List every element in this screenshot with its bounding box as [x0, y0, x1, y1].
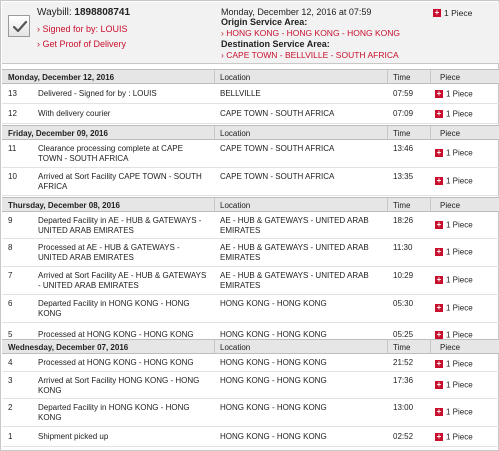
- column-piece: Piece: [440, 343, 461, 352]
- column-time: Time: [393, 129, 411, 138]
- event-row-4: [2, 354, 499, 372]
- destination-value: [221, 50, 399, 60]
- header-piece-label: 1 Piece: [444, 7, 473, 18]
- event-num: 1: [8, 432, 13, 441]
- event-num: 8: [8, 243, 13, 252]
- event-location: CAPE TOWN - SOUTH AFRICA: [220, 172, 335, 181]
- plus-box-icon[interactable]: +: [436, 302, 442, 312]
- event-piece[interactable]: [435, 359, 473, 368]
- day-date: Thursday, December 08, 2016: [8, 201, 120, 210]
- event-piece[interactable]: [435, 148, 473, 157]
- delivered-date: Monday, December 12, 2016 at 07:59: [221, 7, 372, 17]
- day-group-dec-07: [2, 339, 499, 447]
- origin-value: [221, 28, 400, 38]
- event-row-13: [2, 84, 499, 104]
- event-row-8: [2, 239, 499, 267]
- day-header: [2, 339, 499, 354]
- event-time: 21:52: [393, 358, 414, 367]
- event-piece-label: 1 Piece: [446, 275, 473, 285]
- event-location: HONG KONG - HONG KONG: [220, 376, 327, 385]
- event-piece-label: 1 Piece: [446, 220, 473, 230]
- event-desc: Arrived at Sort Facility CAPE TOWN - SOUTH AFRICA: [38, 172, 202, 191]
- checkmark-icon: [12, 19, 28, 35]
- event-time: 07:09: [393, 109, 414, 118]
- event-time: 02:52: [393, 432, 414, 441]
- event-num: 10: [8, 172, 17, 181]
- plus-box-icon[interactable]: +: [436, 358, 442, 368]
- event-piece[interactable]: [435, 220, 473, 229]
- column-location: Location: [220, 343, 251, 352]
- event-piece[interactable]: [435, 176, 473, 185]
- event-desc: Departed Facility in AE - HUB & GATEWAYS - UNITED ARAB EMIRATES: [38, 216, 202, 235]
- plus-box-icon[interactable]: +: [436, 329, 442, 339]
- day-group-dec-09: [2, 125, 499, 196]
- plus-box-icon[interactable]: +: [436, 379, 442, 389]
- event-piece[interactable]: [435, 247, 473, 256]
- event-piece[interactable]: [435, 380, 473, 389]
- event-location: AE - HUB & GATEWAYS - UNITED ARAB EMIRATES: [220, 216, 369, 235]
- event-row-3: [2, 372, 499, 399]
- event-piece[interactable]: [435, 109, 473, 118]
- event-row-12: [2, 104, 499, 124]
- day-header: [2, 69, 499, 84]
- plus-box-icon[interactable]: +: [436, 147, 442, 157]
- event-row-6: [2, 295, 499, 323]
- event-piece-label: 1 Piece: [446, 380, 473, 390]
- event-piece-label: 1 Piece: [446, 407, 473, 417]
- event-location: AE - HUB & GATEWAYS - UNITED ARAB EMIRATES: [220, 271, 369, 290]
- event-row-11: [2, 140, 499, 168]
- column-piece: Piece: [440, 129, 461, 138]
- event-piece[interactable]: [435, 89, 473, 98]
- event-piece[interactable]: [435, 303, 473, 312]
- event-desc: Processed at HONG KONG - HONG KONG: [38, 358, 194, 367]
- event-piece[interactable]: [435, 432, 473, 441]
- signed-for-label: Signed for by: LOUIS: [42, 24, 128, 34]
- event-location: HONG KONG - HONG KONG: [220, 432, 327, 441]
- day-date: Monday, December 12, 2016: [8, 73, 115, 82]
- destination-label: Destination Service Area:: [221, 39, 330, 49]
- event-row-9: [2, 212, 499, 239]
- event-row-7: [2, 267, 499, 295]
- event-num: 6: [8, 299, 13, 308]
- signed-for-text: [37, 24, 128, 34]
- event-time: 13:00: [393, 403, 414, 412]
- column-location: Location: [220, 201, 251, 210]
- column-location: Location: [220, 73, 251, 82]
- plus-box-icon[interactable]: +: [436, 246, 442, 256]
- event-piece[interactable]: [435, 407, 473, 416]
- arrow-right-icon: ›: [37, 39, 40, 49]
- day-header: [2, 197, 499, 212]
- waybill-label: Waybill:: [37, 7, 72, 18]
- column-piece: Piece: [440, 73, 461, 82]
- event-piece-label: 1 Piece: [446, 148, 473, 158]
- plus-box-icon[interactable]: +: [436, 406, 442, 416]
- event-num: 9: [8, 216, 13, 225]
- event-location: HONG KONG - HONG KONG: [220, 330, 327, 339]
- event-time: 07:59: [393, 89, 414, 98]
- event-desc: Departed Facility in HONG KONG - HONG KONG: [38, 299, 190, 318]
- plus-box-icon[interactable]: +: [436, 175, 442, 185]
- event-num: 7: [8, 271, 13, 280]
- proof-of-delivery-label: Get Proof of Delivery: [42, 39, 127, 49]
- proof-of-delivery-link[interactable]: [37, 39, 126, 49]
- origin-value-text: HONG KONG - HONG KONG - HONG KONG: [226, 28, 401, 38]
- event-location: HONG KONG - HONG KONG: [220, 403, 327, 412]
- event-desc: Arrived at Sort Facility AE - HUB & GATEWAYS - UNITED ARAB EMIRATES: [38, 271, 207, 290]
- event-row-10: [2, 168, 499, 196]
- event-num: 12: [8, 109, 17, 118]
- event-piece-label: 1 Piece: [446, 359, 473, 369]
- waybill-number: 1898808741: [74, 7, 131, 18]
- plus-box-icon[interactable]: +: [436, 431, 442, 441]
- origin-label: Origin Service Area:: [221, 17, 308, 27]
- event-piece-label: 1 Piece: [446, 176, 473, 186]
- event-time: 17:36: [393, 376, 414, 385]
- day-group-dec-08: [2, 197, 499, 346]
- event-piece-label: 1 Piece: [446, 109, 473, 119]
- event-num: 5: [8, 330, 13, 339]
- event-piece[interactable]: [435, 330, 473, 339]
- waybill-line: [37, 7, 130, 18]
- waybill-summary: [2, 2, 499, 64]
- column-time: Time: [393, 73, 411, 82]
- day-header: [2, 125, 499, 140]
- event-time: 05:25: [393, 330, 414, 339]
- event-time: 13:46: [393, 144, 414, 153]
- event-location: CAPE TOWN - SOUTH AFRICA: [220, 144, 335, 153]
- event-desc: Processed at HONG KONG - HONG KONG: [38, 330, 194, 339]
- column-piece: Piece: [440, 201, 461, 210]
- event-location: AE - HUB & GATEWAYS - UNITED ARAB EMIRATES: [220, 243, 369, 262]
- event-desc: Arrived at Sort Facility HONG KONG - HONG KONG: [38, 376, 200, 395]
- plus-box-icon[interactable]: +: [436, 219, 442, 229]
- plus-box-icon[interactable]: +: [436, 88, 442, 98]
- event-time: 05:30: [393, 299, 414, 308]
- event-row-2: [2, 399, 499, 427]
- event-desc: Delivered - Signed for by : LOUIS: [38, 89, 157, 98]
- column-time: Time: [393, 201, 411, 210]
- event-time: 13:35: [393, 172, 414, 181]
- arrow-right-icon: ›: [221, 28, 224, 38]
- arrow-right-icon: ›: [37, 24, 40, 34]
- event-piece-label: 1 Piece: [446, 432, 473, 442]
- day-group-dec-12: [2, 69, 499, 124]
- delivered-status-box: [8, 15, 30, 37]
- event-desc: With delivery courier: [38, 109, 111, 118]
- event-time: 10:29: [393, 271, 414, 280]
- event-num: 11: [8, 144, 17, 153]
- event-row-1: [2, 427, 499, 447]
- destination-value-text: CAPE TOWN - BELLVILLE - SOUTH AFRICA: [226, 50, 399, 60]
- column-time: Time: [393, 343, 411, 352]
- event-desc: Shipment picked up: [38, 432, 109, 441]
- day-date: Friday, December 09, 2016: [8, 129, 108, 138]
- event-location: HONG KONG - HONG KONG: [220, 358, 327, 367]
- event-piece-label: 1 Piece: [446, 330, 473, 340]
- event-num: 4: [8, 358, 13, 367]
- event-piece-label: 1 Piece: [446, 303, 473, 313]
- event-piece[interactable]: [435, 275, 473, 284]
- plus-box-icon[interactable]: +: [436, 108, 442, 118]
- event-time: 11:30: [393, 243, 413, 252]
- event-piece-label: 1 Piece: [446, 247, 473, 257]
- plus-box-icon[interactable]: +: [436, 274, 442, 284]
- arrow-right-icon: ›: [221, 50, 224, 60]
- event-location: HONG KONG - HONG KONG: [220, 299, 327, 308]
- day-date: Wednesday, December 07, 2016: [8, 343, 129, 352]
- plus-box-icon[interactable]: +: [434, 7, 440, 17]
- event-location: BELLVILLE: [220, 89, 261, 98]
- event-num: 3: [8, 376, 13, 385]
- event-desc: Clearance processing complete at CAPE TOWN - SOUTH AFRICA: [38, 144, 183, 163]
- event-num: 2: [8, 403, 13, 412]
- event-time: 18:26: [393, 216, 414, 225]
- event-piece-label: 1 Piece: [446, 89, 473, 99]
- event-location: CAPE TOWN - SOUTH AFRICA: [220, 109, 335, 118]
- event-desc: Processed at AE - HUB & GATEWAYS - UNITED ARAB EMIRATES: [38, 243, 180, 262]
- event-desc: Departed Facility in HONG KONG - HONG KONG: [38, 403, 190, 422]
- event-num: 13: [8, 89, 17, 98]
- header-piece[interactable]: [433, 7, 472, 18]
- column-location: Location: [220, 129, 251, 138]
